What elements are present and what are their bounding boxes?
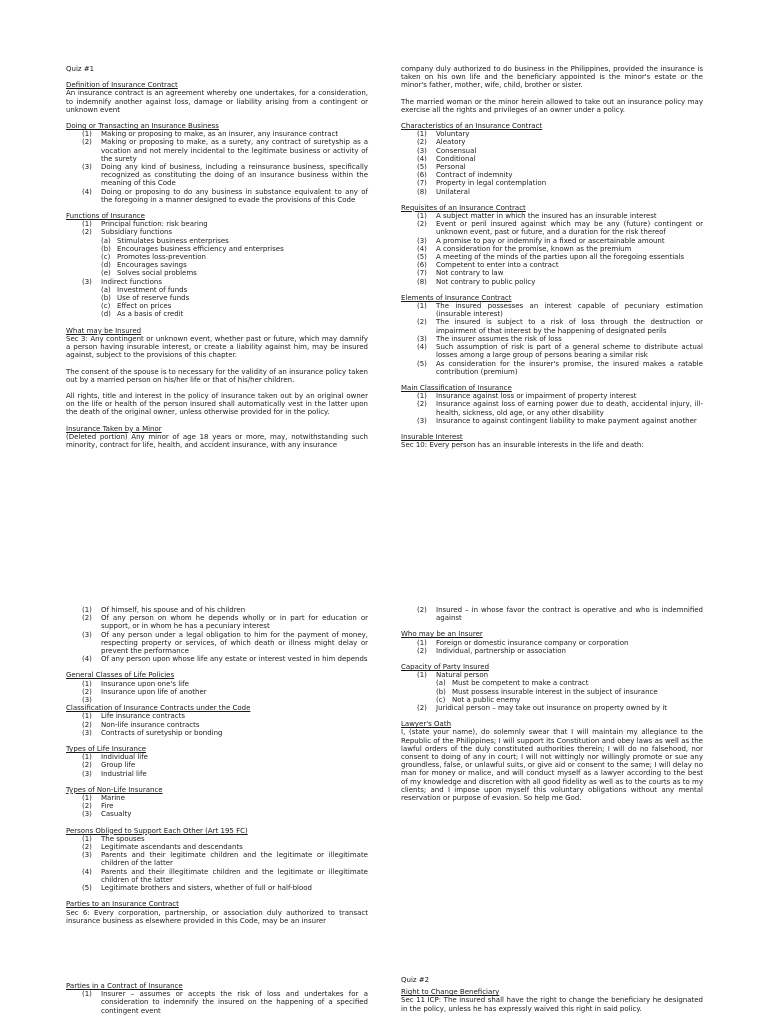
- list-item: [401, 400, 703, 416]
- list-marker: (b): [436, 687, 446, 696]
- list-item-text: Making or proposing to make, as a surety, any contract of suretyship as a vocation and not merely incidental to the legitimate business or activity of the surety: [101, 138, 368, 163]
- list-marker: (1): [417, 638, 427, 647]
- list-item-text: Must be competent to make a contract: [452, 679, 589, 688]
- list-marker: (2): [417, 704, 427, 713]
- spacer: [66, 663, 368, 671]
- list-item: [66, 220, 368, 228]
- list-marker: (a): [101, 236, 111, 245]
- spacer: [66, 319, 368, 327]
- list-item-text: The insured possesses an interest capable of pecuniary estimation (insurable interest): [436, 302, 703, 319]
- bottom-right-column: [401, 606, 703, 802]
- list-marker: (e): [101, 269, 111, 278]
- spacer: [66, 892, 368, 900]
- paragraph: Sec 3: Any contingent or unknown event, whether past or future, which may damnify a person having insurable interest, or create a liability against him, may be insured against, subject to the provisions of this chapter.: [66, 334, 368, 360]
- list-marker: (2): [82, 687, 92, 696]
- section-heading: Requisites of an Insurance Contract: [401, 203, 526, 212]
- list-marker: (3): [417, 416, 427, 425]
- list-marker: (1): [82, 712, 92, 721]
- list-marker: (a): [436, 679, 446, 688]
- paragraph: Sec 6: Every corporation, partnership, or association duly authorized to transact insurance business as elsewhere provided in this Code, may be an insurer: [66, 908, 368, 925]
- list-item-text: Legitimate brothers and sisters, whether of full or half-blood: [101, 884, 313, 893]
- list-marker: (1): [417, 212, 427, 221]
- list-item: [401, 360, 703, 376]
- sub-list-item: [66, 269, 368, 277]
- list-item-text: Group life: [101, 761, 136, 770]
- section-heading: Insurance Taken by a Minor: [66, 424, 162, 433]
- list-marker: (6): [417, 261, 427, 270]
- sub-list-item: [66, 286, 368, 294]
- list-item-text: Subsidiary functions: [101, 228, 173, 237]
- list-item-text: Of any person on whom he depends wholly or in part for education or support, or in whom he has a pecuniary interest: [101, 614, 368, 631]
- list-item: [66, 712, 368, 720]
- list-marker: (3): [82, 696, 92, 705]
- list-item-text: Not contrary to public policy: [436, 277, 536, 286]
- list-item-text: Such assumption of risk is part of a general scheme to distribute actual losses among a large group of persons bearing a similar risk: [436, 343, 703, 360]
- list-item: [66, 188, 368, 204]
- list-marker: (3): [417, 334, 427, 343]
- list-marker: (2): [417, 318, 427, 327]
- list-item: [66, 138, 368, 163]
- list-item: [66, 990, 368, 1015]
- list-item-text: A promise to pay or indemnify in a fixed or ascertainable amount: [436, 236, 665, 245]
- list-item-text: Of any person upon whose life any estate or interest vested in him depends: [101, 655, 368, 664]
- spacer: [66, 384, 368, 392]
- list-marker: (4): [82, 187, 92, 196]
- list-item-text: Industrial life: [101, 769, 147, 778]
- list-item: [66, 228, 368, 236]
- list-item-text: A consideration for the promise, known as the premium: [436, 244, 632, 253]
- paragraph: Sec 11 ICP: The insured shall have the right to change the beneficiary he designated in the policy, unless he has expressly waived this right in said policy.: [401, 996, 703, 1013]
- list-item-text: The insured is subject to a risk of loss through the destruction or impairment of that interest by the happening of designated perils: [436, 318, 703, 335]
- paragraph: An insurance contract is an agreement whereby one undertakes, for a consideration, to indemnify another against loss, damage or liability arising from a contingent or unknown event: [66, 89, 368, 114]
- list-item-text: Foreign or domestic insurance company or corporation: [436, 638, 629, 647]
- list-item: [401, 639, 703, 647]
- list-item-text: Fire: [101, 802, 114, 811]
- list-item: [401, 138, 703, 146]
- list-item-text: Non-life insurance contracts: [101, 720, 200, 729]
- list-marker: (2): [82, 614, 92, 623]
- list-marker: (2): [82, 802, 92, 811]
- list-marker: (8): [417, 277, 427, 286]
- list-item: [401, 261, 703, 269]
- list-marker: (1): [417, 130, 427, 139]
- section-heading: Capacity of Party Insured: [401, 663, 490, 672]
- section-heading: Types of Life Insurance: [66, 745, 147, 754]
- list-item: [401, 704, 703, 712]
- list-item-text: Indirect functions: [101, 277, 162, 286]
- list-item-text: Investment of funds: [117, 285, 188, 294]
- list-marker: (c): [101, 253, 111, 262]
- list-marker: (5): [417, 253, 427, 262]
- list-item-text: Not contrary to law: [436, 269, 504, 278]
- list-item: [401, 417, 703, 425]
- list-item-text: [101, 696, 368, 704]
- list-item-text: Competent to enter into a contract: [436, 261, 559, 270]
- list-item-text: Voluntary: [436, 130, 470, 139]
- list-item-text: Property in legal contemplation: [436, 179, 547, 188]
- list-item: [66, 696, 368, 704]
- list-marker: (1): [82, 130, 92, 139]
- list-item-text: Juridical person – may take out insurance on property owned by it: [436, 704, 668, 713]
- list-marker: (7): [417, 269, 427, 278]
- list-marker: (c): [101, 302, 111, 311]
- paragraph: The married woman or the minor herein allowed to take out an insurance policy may exercise all the rights and privileges of an owner under a policy.: [401, 97, 703, 114]
- sub-list-item: [66, 294, 368, 302]
- list-item-text: A meeting of the minds of the parties upon all the foregoing essentials: [436, 253, 685, 262]
- list-item-text: Not a public enemy: [452, 695, 521, 704]
- list-item: [66, 614, 368, 630]
- list-marker: (2): [82, 138, 92, 147]
- section-heading: Persons Obliged to Support Each Other (Art 195 FC): [66, 826, 248, 835]
- list-item: [401, 155, 703, 163]
- list-marker: (2): [417, 220, 427, 229]
- sub-list-item: [66, 302, 368, 310]
- section-heading: What may be Insured: [66, 326, 142, 335]
- list-marker: (d): [101, 261, 111, 270]
- sub-list-item: [66, 237, 368, 245]
- list-item-text: Must possess insurable interest in the subject of insurance: [452, 687, 658, 696]
- list-item-text: The insurer assumes the risk of loss: [436, 334, 562, 343]
- list-item-text: Insurance against loss of earning power due to death, accidental injury, ill-health, sickness, old age, or any other disability: [436, 400, 703, 417]
- section-heading: Classification of Insurance Contracts under the Code: [66, 704, 251, 713]
- list-item-text: Stimulates business enterprises: [117, 236, 229, 245]
- list-item-text: Parents and their illegitimate children and the legitimate or illegitimate children of the latter: [101, 867, 368, 884]
- list-marker: (2): [417, 138, 427, 147]
- list-marker: (1): [82, 990, 92, 999]
- list-item-text: Event or peril insured against which may be any (future) contingent or unknown event, past or future, and a duration for the risk thereof: [436, 220, 703, 237]
- list-marker: (2): [417, 606, 427, 614]
- section-heading: Parties to an Insurance Contract: [66, 900, 179, 909]
- list-item: [401, 671, 703, 679]
- paragraph: company duly authorized to do business in the Philippines, provided the insurance is taken on his own life and the beneficiary appointed is the minor's estate or the minor's father, mother, wife, child, brother or sister.: [401, 65, 703, 90]
- list-item: [401, 179, 703, 187]
- list-item: [66, 680, 368, 688]
- list-item: [401, 392, 703, 400]
- list-item-text: Conditional: [436, 154, 476, 163]
- list-item: [401, 163, 703, 171]
- list-item-text: As consideration for the insurer's promise, the insured makes a ratable contribution (premium): [436, 359, 703, 376]
- list-item-text: Making or proposing to make, as an insurer, any insurance contract: [101, 130, 339, 139]
- list-item-text: Of any person under a legal obligation to him for the payment of money, respecting property or services, of which death or illness might delay or prevent the performance: [101, 630, 368, 656]
- bottom-left-column: [66, 606, 368, 925]
- list-item-text: Insurance against loss or impairment of property interest: [436, 392, 637, 401]
- list-item: [66, 868, 368, 884]
- list-item: [401, 220, 703, 236]
- section-heading: General Classes of Life Policies: [66, 671, 175, 680]
- sub-list-item: [66, 245, 368, 253]
- spacer: [401, 196, 703, 204]
- spacer: [401, 425, 703, 433]
- spacer: [66, 417, 368, 425]
- section-heading: Who may be an Insurer: [401, 630, 483, 639]
- list-marker: (1): [82, 679, 92, 688]
- list-item-text: Doing any kind of business, including a reinsurance business, specifically recognized as constituting the doing of an insurance business within the meaning of this Code: [101, 163, 368, 188]
- list-item-text: Unilateral: [436, 187, 470, 196]
- list-item: [401, 302, 703, 318]
- spacer: [401, 376, 703, 384]
- list-item: [401, 318, 703, 334]
- list-marker: (2): [417, 646, 427, 655]
- list-item: [66, 631, 368, 656]
- list-item-text: Solves social problems: [117, 269, 197, 278]
- spacer: [401, 622, 703, 630]
- list-item: [401, 278, 703, 286]
- list-marker: (a): [101, 285, 111, 294]
- list-item: [401, 188, 703, 196]
- list-item-text: Individual life: [101, 753, 148, 762]
- list-marker: (b): [101, 244, 111, 253]
- spacer: [401, 90, 703, 98]
- list-item: [401, 606, 703, 622]
- sub-list-item: [401, 688, 703, 696]
- list-item: [66, 810, 368, 818]
- paragraph: I, (state your name), do solemnly swear that I will maintain my allegiance to the Republic of the Philippines; I will support its Constitution and obey laws as well as the lawful orders of the duly constituted authorities therein; I will do no falsehood, nor consent to doing of any in court; I will not wittingly nor willingly promote or sue any groundless, false, or unlawful suits, or give aid or consent to the same; I will delay no man for money or malice, and will conduct myself as a lawyer according to the best of my knowledge and discretion with all good fidelity as well as to the courts as to my clients; and I impose upon myself this voluntary obligations without any mental reservation or purpose of evasion. So help me God.: [401, 728, 703, 803]
- list-item-text: A subject matter in which the insured has an insurable interest: [436, 212, 657, 221]
- list-marker: (2): [82, 228, 92, 237]
- section-heading: Insurable Interest: [401, 432, 463, 441]
- list-item: [66, 606, 368, 614]
- list-item: [66, 761, 368, 769]
- list-item: [66, 655, 368, 663]
- list-item-text: Contracts of suretyship or bonding: [101, 728, 223, 737]
- bottom-right-footer: [401, 976, 703, 1013]
- list-marker: (5): [417, 163, 427, 172]
- sub-list-item: [66, 253, 368, 261]
- list-item-text: The spouses: [101, 834, 145, 843]
- sub-list-item: [401, 696, 703, 704]
- list-marker: (3): [417, 146, 427, 155]
- list-item: [66, 721, 368, 729]
- top-left-column: [66, 65, 368, 449]
- spacer: [66, 204, 368, 212]
- list-marker: (3): [82, 728, 92, 737]
- list-item-text: Individual, partnership or association: [436, 646, 566, 655]
- list-item: [66, 851, 368, 867]
- list-item: [401, 245, 703, 253]
- spacer: [401, 114, 703, 122]
- list-marker: (4): [417, 244, 427, 253]
- spacer: [66, 819, 368, 827]
- section-heading: Main Classification of Insurance: [401, 383, 512, 392]
- paragraph: Sec 10: Every person has an insurable interests in the life and death:: [401, 441, 644, 450]
- list-item: [401, 171, 703, 179]
- sub-list-item: [401, 679, 703, 687]
- list-item-text: Life insurance contracts: [101, 712, 186, 721]
- list-marker: (5): [82, 884, 92, 893]
- list-item-text: Casualty: [101, 810, 132, 819]
- list-item: [401, 212, 703, 220]
- list-marker: (4): [417, 154, 427, 163]
- bottom-left-footer: [66, 982, 368, 1015]
- section-heading: Definition of Insurance Contract: [66, 81, 178, 90]
- list-item-text: Marine: [101, 794, 125, 803]
- list-item-text: Insurer – assumes or accepts the risk of loss and undertakes for a consideration to indemnify the insured on the happening of a specified contingent event: [101, 990, 368, 1015]
- list-marker: (c): [436, 695, 446, 704]
- list-marker: (2): [82, 720, 92, 729]
- list-item: [401, 647, 703, 655]
- list-item-text: Encourages business efficiency and enterprises: [117, 244, 284, 253]
- section-heading: Doing or Transacting an Insurance Business: [66, 122, 219, 131]
- section-heading: Right to Change Beneficiary: [401, 988, 500, 997]
- spacer: [401, 712, 703, 720]
- list-item-text: Contract of indemnity: [436, 171, 513, 180]
- sub-list-item: [66, 310, 368, 318]
- list-marker: (1): [82, 753, 92, 762]
- list-item: [66, 843, 368, 851]
- list-marker: (3): [417, 236, 427, 245]
- paragraph: Quiz #1: [66, 65, 95, 73]
- list-item-text: Of himself, his spouse and of his children: [101, 606, 246, 614]
- spacer: [401, 655, 703, 663]
- list-marker: (1): [417, 392, 427, 401]
- list-marker: (2): [417, 400, 427, 409]
- list-item-text: Consensual: [436, 146, 477, 155]
- list-marker: (8): [417, 187, 427, 196]
- list-item-text: Personal: [436, 163, 466, 172]
- list-item-text: Principal function: risk bearing: [101, 220, 208, 229]
- list-item-text: Insurance upon one's life: [101, 679, 189, 688]
- list-marker: (1): [417, 671, 427, 680]
- list-item-text: Insurance to against contingent liability to make payment against another: [436, 416, 697, 425]
- list-marker: (2): [82, 843, 92, 852]
- list-item: [401, 335, 703, 343]
- list-marker: (3): [82, 810, 92, 819]
- spacer: [66, 114, 368, 122]
- list-item: [401, 237, 703, 245]
- list-marker: (b): [101, 294, 111, 303]
- spacer: [66, 360, 368, 368]
- list-item: [401, 253, 703, 261]
- list-item-text: Doing or proposing to do any business in substance equivalent to any of the foregoing in a manner designed to evade the provisions of this Code: [101, 187, 368, 204]
- list-marker: (3): [82, 630, 92, 639]
- list-marker: (1): [82, 834, 92, 843]
- list-item-text: Effect on prices: [117, 302, 172, 311]
- spacer: [401, 286, 703, 294]
- list-item: [66, 835, 368, 843]
- section-heading: Parties in a Contract of Insurance: [66, 982, 183, 990]
- list-marker: (1): [82, 794, 92, 803]
- list-marker: (1): [417, 302, 427, 311]
- list-item: [401, 130, 703, 138]
- list-item-text: Insurance upon life of another: [101, 687, 207, 696]
- list-item-text: Legitimate ascendants and descendants: [101, 843, 243, 852]
- list-item-text: Aleatory: [436, 138, 466, 147]
- list-item: [66, 794, 368, 802]
- list-item: [66, 753, 368, 761]
- list-item: [66, 278, 368, 286]
- top-right-column: [401, 65, 703, 449]
- list-item: [66, 770, 368, 778]
- list-item: [66, 688, 368, 696]
- paragraph: The consent of the spouse is to necessary for the validity of an insurance policy taken out by a married person on his/her life or that of his/her children.: [66, 367, 368, 384]
- list-marker: (1): [82, 606, 92, 614]
- list-marker: (6): [417, 171, 427, 180]
- list-item: [401, 147, 703, 155]
- list-item: [66, 163, 368, 188]
- list-marker: (3): [82, 163, 92, 172]
- section-heading: Elements of Insurance Contract: [401, 293, 512, 302]
- list-item-text: Promotes loss-prevention: [117, 253, 206, 262]
- sub-list-item: [66, 261, 368, 269]
- paragraph: Quiz #2: [401, 976, 430, 984]
- section-heading: Characteristics of an Insurance Contract: [401, 122, 543, 131]
- list-item: [66, 729, 368, 737]
- list-item-text: Encourages savings: [117, 261, 187, 270]
- list-item: [66, 130, 368, 138]
- spacer: [66, 737, 368, 745]
- spacer: [66, 778, 368, 786]
- spacer: [66, 73, 368, 81]
- list-item-text: Use of reserve funds: [117, 294, 190, 303]
- list-item: [66, 802, 368, 810]
- list-marker: (d): [101, 310, 111, 319]
- list-item-text: Natural person: [436, 671, 489, 680]
- list-marker: (3): [82, 769, 92, 778]
- paragraph: (Deleted portion) Any minor of age 18 years or more, may, notwithstanding such minority, contract for life, health, and accident insurance, with any insurance: [66, 432, 368, 449]
- section-heading: Types of Non-Life Insurance: [66, 785, 163, 794]
- list-marker: (2): [82, 761, 92, 770]
- list-item: [401, 269, 703, 277]
- list-marker: (4): [82, 655, 92, 664]
- list-marker: (3): [82, 851, 92, 860]
- list-marker: (4): [82, 867, 92, 876]
- list-marker: (5): [417, 359, 427, 368]
- section-heading: Functions of Insurance: [66, 212, 145, 221]
- list-item: [401, 343, 703, 359]
- list-marker: (1): [82, 220, 92, 229]
- list-marker: (3): [82, 277, 92, 286]
- list-item: [66, 884, 368, 892]
- paragraph: All rights, title and interest in the policy of insurance taken out by an original owner on the life or health of the person insured shall automatically vest in the latter upon the death of the original owner, unless otherwise provided for in the policy.: [66, 391, 368, 417]
- list-marker: (4): [417, 343, 427, 352]
- list-item-text: Parents and their legitimate children and the legitimate or illegitimate children of the latter: [101, 851, 368, 868]
- list-item-text: Insured – in whose favor the contract is operative and who is indemnified against: [436, 606, 703, 623]
- list-marker: (7): [417, 179, 427, 188]
- list-item-text: As a basis of credit: [117, 310, 184, 319]
- section-heading: Lawyer's Oath: [401, 720, 452, 729]
